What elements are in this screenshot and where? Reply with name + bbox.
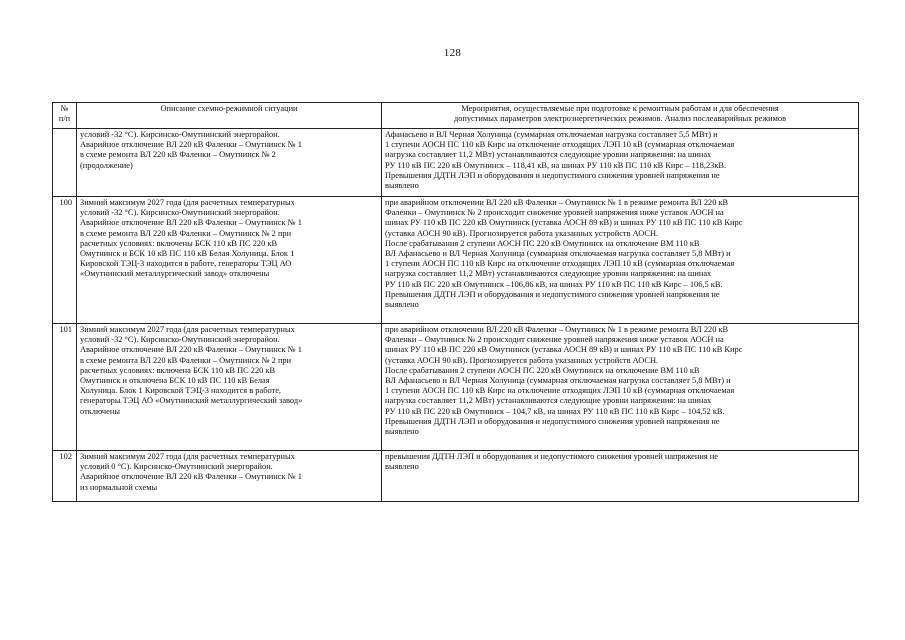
row-description: Зимний максимум 2027 года (для расчетных температурных условий -32 °С). Кирсинско-Омутнинский энергорайон. Аварийное отключение ВЛ 220 кВ Фаленки – Омутнинск № 1 в схеме ремонта ВЛ 220 кВ Фаленки – Омутнинск № 2 при расчетных условиях: включены БСК 110 кВ ПС 220 кВ Омутнинск и БСК 10 кВ ПС 110 кВ Белая Холуница. Блок 1 Кировской ТЭЦ-3 находится в работе, генераторы ТЭЦ АО «Омутнинский металлургический завод» отключены [77,197,382,324]
header-num: № п/п [53,103,77,129]
row-description: Зимний максимум 2027 года (для расчетных температурных условий 0 °С). Кирсинско-Омутнинский энергорайон. Аварийное отключение ВЛ 220 кВ Фаленки – Омутнинск № 1 из нормальной схемы [77,451,382,502]
page-number: 128 [443,47,462,59]
table-row [53,197,859,324]
header-description: Описание схемно-режимной ситуации [77,103,382,129]
table-row [53,451,859,502]
table-row [53,129,859,197]
row-measures: при аварийном отключении ВЛ 220 кВ Фаленки – Омутнинск № 1 в режиме ремонта ВЛ 220 кВ Фаленки – Омутнинск № 2 происходит снижение уровней напряжения ниже уставок АОСН на шинах РУ 110 кВ ПС 220 кВ Омутнинск (уставка АОСН 89 кВ) и шинах РУ 110 кВ ПС 110 кВ Кирс (уставка АОСН 90 кВ). Прогнозируется работа указанных устройств АОСН. После срабатывания 2 ступени АОСН ПС 220 кВ Омутнинск на отключение ВМ 110 кВ ВЛ Афанасьево и ВЛ Черная Холуница (суммарная отключаемая нагрузка составляет 5,8 МВт) и 1 ступени АОСН ПС 110 кВ Кирс на отключение отходящих ЛЭП 10 кВ (суммарная отключаемая нагрузка составляет 11,2 МВт) устанавливаются следующие уровни напряжения: на шинах РУ 110 кВ ПС 220 кВ Омутнинск –106,86 кВ, на шинах РУ 110 кВ ПС 110 кВ Кирс – 106,5 кВ. Превышения ДДТН ЛЭП и оборудования и недопустимого снижения уровней напряжения не выявлено [382,197,859,324]
row-measures: при аварийном отключении ВЛ 220 кВ Фаленки – Омутнинск № 1 в режиме ремонта ВЛ 220 кВ Фаленки – Омутнинск № 2 происходит снижение уровней напряжения ниже уставок АОСН на шинах РУ 110 кВ ПС 220 кВ Омутнинск (уставка АОСН 89 кВ) и шинах РУ 110 кВ ПС 110 кВ Кирс (уставка АОСН 90 кВ). Прогнозируется работа указанных устройств АОСН. После срабатывания 2 ступени АОСН ПС 220 кВ Омутнинск на отключение ВМ 110 кВ ВЛ Афанасьево и ВЛ Черная Холуница (суммарная отключаемая нагрузка составляет 5,8 МВт) и 1 ступени АОСН ПС 110 кВ Кирс на отключение отходящих ЛЭП 10 кВ (суммарная отключаемая нагрузка составляет 11,2 МВт) устанавливаются следующие уровни напряжения: на шинах РУ 110 кВ ПС 220 кВ Омутнинск – 104,7 кВ, на шинах РУ 110 кВ ПС 110 кВ Кирс – 104,52 кВ. Превышения ДДТН ЛЭП и оборудования и недопустимого снижения уровней напряжения не выявлено [382,324,859,451]
table-header-row [53,103,859,129]
row-number: 101 [53,324,77,451]
row-measures: превышения ДДТН ЛЭП и оборудования и недопустимого снижения уровней напряжения не выявлено [382,451,859,502]
row-description: Зимний максимум 2027 года (для расчетных температурных условий -32 °С). Кирсинско-Омутнинский энергорайон. Аварийное отключение ВЛ 220 кВ Фаленки – Омутнинск № 1 в схеме ремонта ВЛ 220 кВ Фаленки – Омутнинск № 2 при расчетных условиях: включена БСК 110 кВ ПС 220 кВ Омутнинск и отключена БСК 10 кВ ПС 110 кВ Белая Холуница. Блок 1 Кировской ТЭЦ-3 находится в работе, генераторы ТЭЦ АО «Омутнинский металлургический завод» отключены [77,324,382,451]
header-measures: Мероприятия, осуществляемые при подготовке к ремонтным работам и для обеспечения допустимых параметров электроэнергетических режимов. Анализ послеаварийных режимов [382,103,859,129]
regime-table [52,102,859,502]
row-measures: Афанасьево и ВЛ Черная Холуница (суммарная отключаемая нагрузка составляет 5,5 МВт) и 1 ступени АОСН ПС 110 кВ Кирс на отключение отходящих ЛЭП 10 кВ (суммарная отключаемая нагрузка составляет 11,2 МВт) устанавливаются следующие уровни напряжения: на шинах РУ 110 кВ ПС 220 кВ Омутнинск – 118,41 кВ, на шинах РУ 110 кВ ПС 110 кВ Кирс – 118,23кВ. Превышения ДДТН ЛЭП и оборудования и недопустимого снижения уровней напряжения не выявлено [382,129,859,197]
row-number: 102 [53,451,77,502]
row-number [53,129,77,197]
row-description: условий -32 °С). Кирсинско-Омутнинский энергорайон. Аварийное отключение ВЛ 220 кВ Фаленки – Омутнинск № 1 в схеме ремонта ВЛ 220 кВ Фаленки – Омутнинск № 2 (продолжение) [77,129,382,197]
table-row [53,324,859,451]
row-number: 100 [53,197,77,324]
